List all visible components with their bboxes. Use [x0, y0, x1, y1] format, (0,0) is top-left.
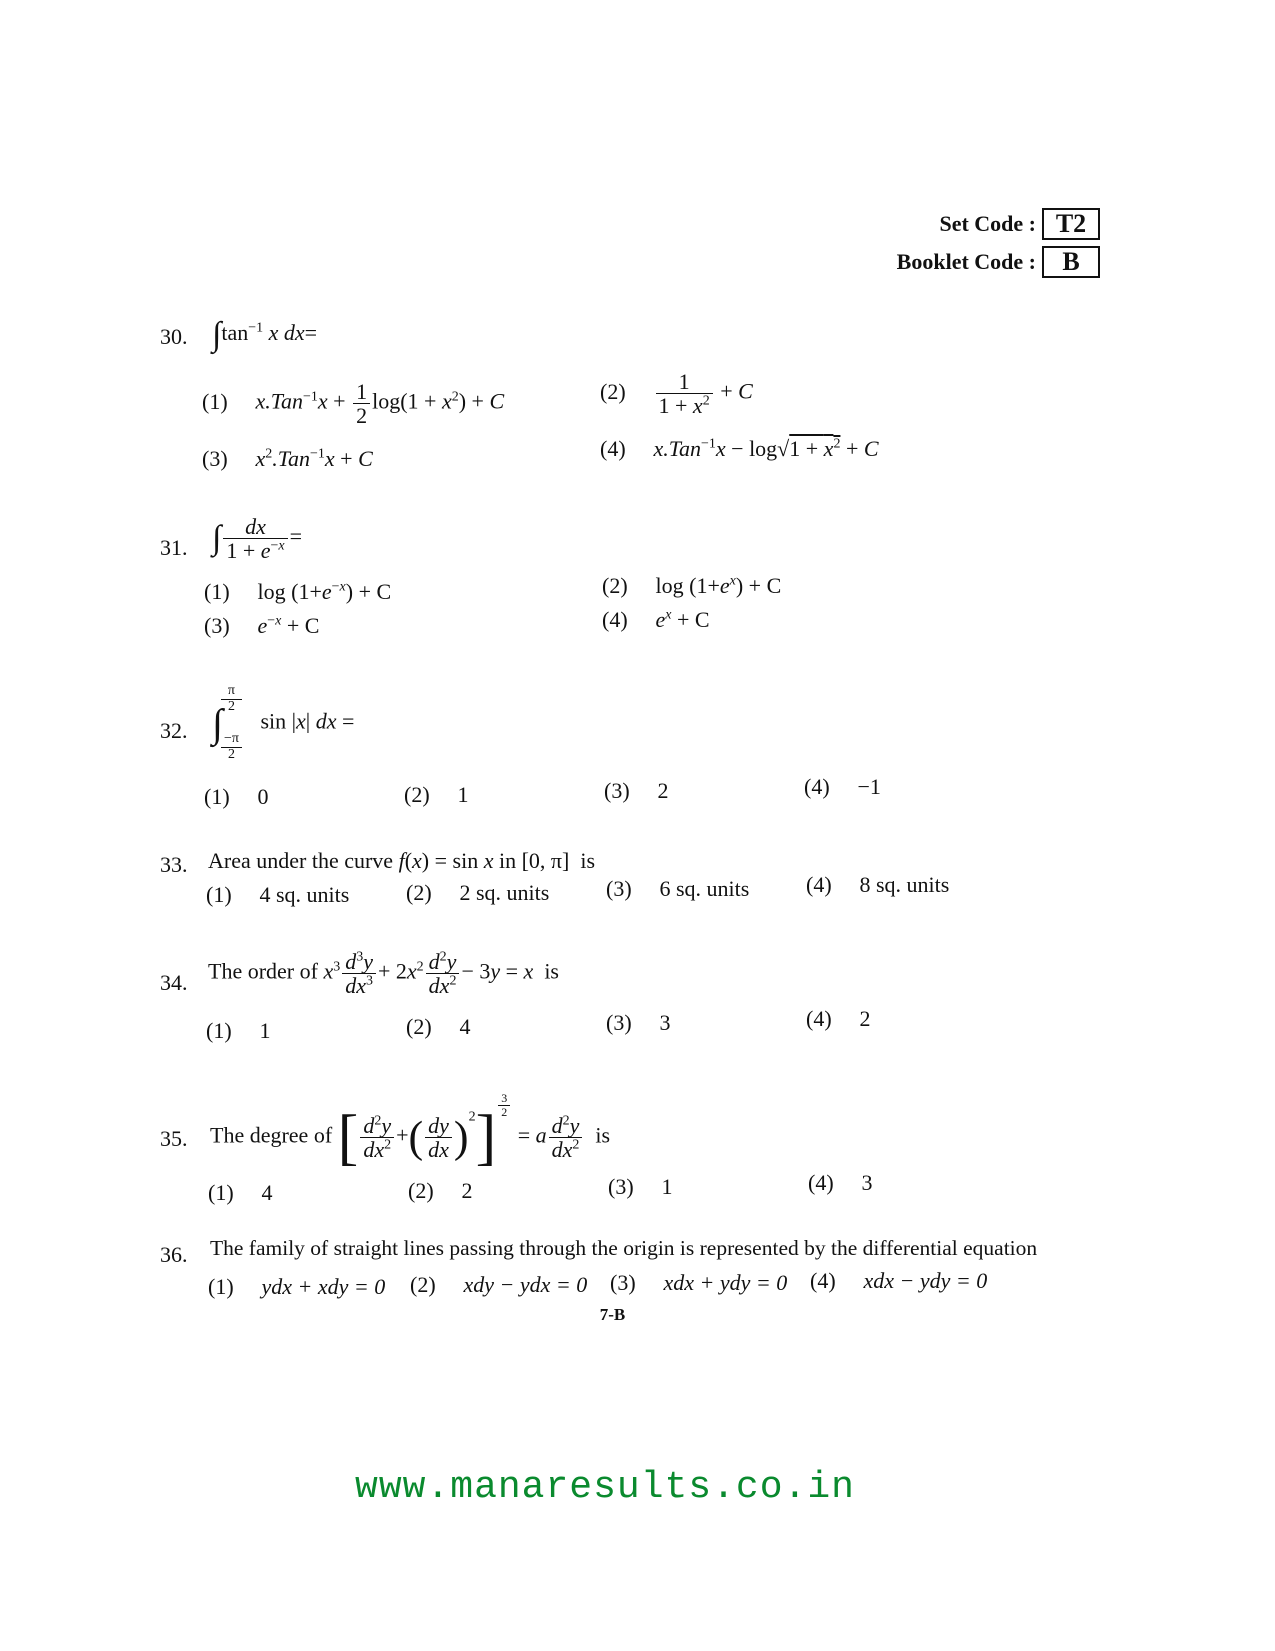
option-number: (3): [604, 778, 630, 803]
question-number: 35.: [160, 1126, 188, 1151]
stem-suffix: is: [595, 1122, 611, 1148]
stem-prefix: The order of: [208, 958, 318, 984]
option-3[interactable]: [610, 1270, 787, 1296]
option-number: (2): [408, 1178, 434, 1203]
option-number: (1): [208, 1180, 234, 1205]
option-number: (2): [602, 573, 628, 598]
option-text: xdx − ydy = 0: [863, 1268, 988, 1293]
option-3[interactable]: (3) $x^2.Tan^{-1}x + C$: [202, 446, 373, 471]
option-text: 0: [257, 784, 269, 809]
option-2[interactable]: [406, 880, 549, 906]
option-number: (4): [808, 1170, 834, 1195]
option-number: (3): [608, 1174, 634, 1199]
option-number: (3): [204, 613, 230, 638]
option-text: 3: [659, 1010, 671, 1035]
option-1[interactable]: [208, 1180, 273, 1206]
option-1[interactable]: [206, 882, 349, 908]
question-stem: The family of straight lines passing through the origin is represented by the differential equation: [210, 1236, 1038, 1260]
option-number: (2): [404, 782, 430, 807]
option-number: (4): [804, 774, 830, 799]
option-text: ydx + xdy = 0: [261, 1274, 386, 1299]
question-stem: The degree of [ $\frac{d^2y}{dx^2}$ +( $\frac{dy}{dx}$ )$^2$] $^{\frac{3}{2}}$ = a $\frac{d^2y}{dx^2}$ is: [210, 1091, 611, 1172]
option-4[interactable]: [810, 1268, 987, 1294]
option-number: (1): [204, 784, 230, 809]
option-3[interactable]: [606, 1010, 671, 1036]
question-stem: ∫ $\frac{dx}{1 + e^{-x}}$ =: [212, 514, 303, 564]
option-number: (3): [202, 446, 228, 471]
option-number: (1): [202, 388, 228, 414]
option-4[interactable]: (4) $e^x + C$: [602, 607, 710, 632]
option-2[interactable]: [406, 1014, 471, 1040]
option-4[interactable]: [806, 1006, 871, 1032]
option-text: 8 sq. units: [859, 872, 950, 897]
option-text: 2 sq. units: [459, 880, 550, 905]
option-4[interactable]: (4) $x.Tan^{-1}x - \log√1 + x^2 + C$: [600, 436, 879, 461]
option-number: (2): [406, 1014, 432, 1039]
option-text: 1: [259, 1018, 271, 1043]
option-number: (2): [410, 1272, 436, 1297]
question-number: 33.: [160, 852, 188, 877]
option-2[interactable]: (2) $\frac{1}{1 + x^2}$ + C: [600, 369, 753, 419]
option-text: 2: [657, 778, 669, 803]
codes-block: [897, 205, 1100, 281]
booklet-code-box: B: [1042, 246, 1100, 278]
option-number: (3): [606, 876, 632, 901]
question-stem: The order of $x^3$ $\frac{d^3y}{dx^3}$ + $2x^2$ $\frac{d^2y}{dx^2}$ − 3y = x is: [208, 949, 559, 999]
option-number: (2): [406, 880, 432, 905]
option-number: (4): [806, 872, 832, 897]
question-number: 31.: [160, 535, 188, 560]
booklet-code-label: Booklet Code :: [896, 249, 1036, 274]
option-text: 6 sq. units: [659, 876, 750, 901]
option-text: −1: [857, 774, 881, 799]
option-1[interactable]: [204, 784, 269, 810]
option-text: 4: [261, 1180, 273, 1205]
stem-suffix: is: [544, 958, 559, 984]
option-4[interactable]: [806, 872, 949, 898]
option-number: (3): [606, 1010, 632, 1035]
option-number: (1): [206, 882, 232, 907]
option-number: (2): [600, 378, 626, 404]
question-number: 30.: [160, 324, 188, 349]
option-1[interactable]: (1) x.Tan$^{-1}$x + $\frac{1}{2}$ $\log(1 + x^2) + C$: [202, 379, 505, 429]
option-3[interactable]: [606, 876, 749, 902]
question-number: 36.: [160, 1242, 188, 1267]
question-number: 34.: [160, 970, 188, 995]
option-text: 4: [459, 1014, 471, 1039]
option-number: (1): [206, 1018, 232, 1043]
option-text: xdy − ydx = 0: [463, 1272, 588, 1297]
option-2[interactable]: [408, 1178, 473, 1204]
footer-url[interactable]: www.manaresults.co.in: [355, 1466, 855, 1509]
option-4[interactable]: [804, 774, 881, 800]
option-3[interactable]: (3) $e^{-x} + C$: [204, 613, 320, 638]
booklet-code-row: [897, 243, 1100, 281]
option-1[interactable]: (1) $\log (1+e^{-x}) + C$: [204, 579, 392, 604]
page-number: 7-B: [599, 1305, 626, 1324]
option-number: (3): [610, 1270, 636, 1295]
option-text: 1: [661, 1174, 673, 1199]
question-stem: Area under the curve f(x) = sin x in [0, π] is: [208, 848, 596, 873]
option-text: 3: [861, 1170, 873, 1195]
option-text: 4 sq. units: [259, 882, 350, 907]
option-number: (4): [602, 607, 628, 632]
set-code-row: [897, 205, 1100, 243]
option-3[interactable]: [604, 778, 669, 804]
option-3[interactable]: [608, 1174, 673, 1200]
stem-prefix: The degree of: [210, 1122, 333, 1148]
option-text: xdx + ydy = 0: [663, 1270, 788, 1295]
option-2[interactable]: (2) $\log (1+e^x) + C$: [602, 573, 782, 598]
option-text: 2: [461, 1178, 473, 1203]
question-number: 32.: [160, 718, 188, 743]
option-number: (4): [600, 436, 626, 461]
option-1[interactable]: [208, 1274, 385, 1300]
set-code-label: Set Code :: [939, 211, 1036, 236]
option-text: 1: [457, 782, 469, 807]
set-code-box: T2: [1042, 208, 1100, 240]
question-stem: $\int\tan^{-1}$ x dx=: [212, 316, 318, 353]
option-number: (4): [810, 1268, 836, 1293]
option-number: (1): [208, 1274, 234, 1299]
option-2[interactable]: [410, 1272, 587, 1298]
option-text: 2: [859, 1006, 871, 1031]
option-number: (1): [204, 579, 230, 604]
option-4[interactable]: [808, 1170, 873, 1196]
option-2[interactable]: [404, 782, 469, 808]
question-stem: ∫ π 2 −π 2 sin |x| dx =: [212, 683, 355, 763]
option-number: (4): [806, 1006, 832, 1031]
option-1[interactable]: [206, 1018, 271, 1044]
